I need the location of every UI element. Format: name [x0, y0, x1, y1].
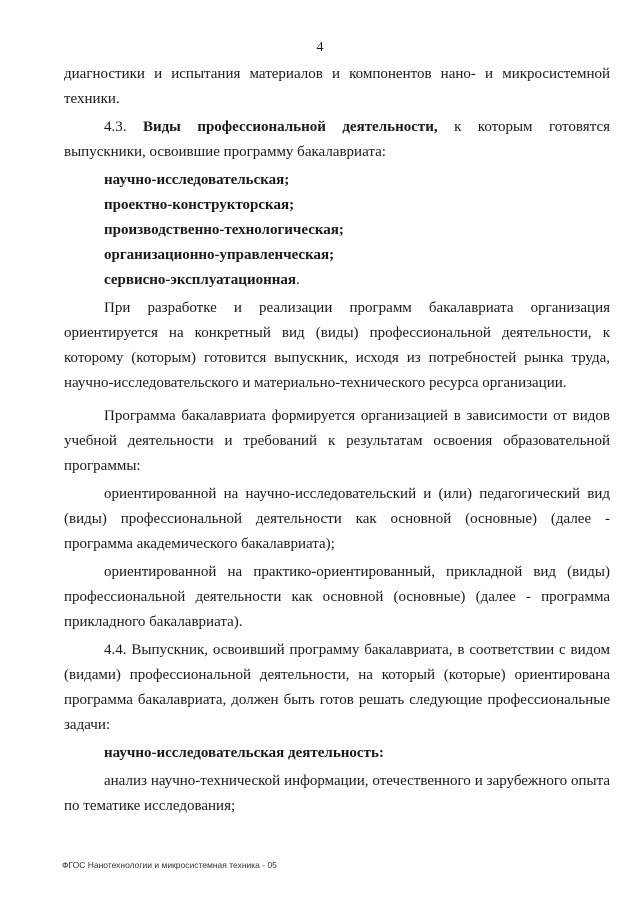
list-item-text: сервисно-эксплуатационная	[104, 272, 296, 288]
paragraph-applied: ориентированной на практико-ориентированный, прикладной вид (виды) профессиональной деятельности как основной (основные) (далее - программа прикладного бакалавриата).	[64, 564, 610, 630]
list-item: научно-исследовательская;	[104, 172, 290, 188]
paragraph-intro: диагностики и испытания материалов и компонентов нано- и микросистемной техники.	[64, 66, 610, 107]
paragraph-4-4: 4.4. Выпускник, освоивший программу бакалавриата, в соответствии с видом (видами) профессиональной деятельности, на который (которые) ориентирована программа бакалавриата, должен быть готов решать следующие профессиональные задачи:	[64, 642, 610, 733]
section-number-4-3: 4.3.	[104, 119, 127, 135]
list-item: организационно-управленческая;	[104, 247, 335, 263]
list-item-last	[64, 268, 610, 293]
activity-types-list	[64, 168, 610, 293]
section-heading-4-3: Виды профессиональной деятельности,	[142, 119, 438, 135]
paragraph-academic: ориентированной на научно-исследовательский и (или) педагогический вид (виды) профессиональной деятельности как основной (основные) (далее - программа академического бакалавриата);	[64, 486, 610, 552]
list-item: производственно-технологическая;	[104, 222, 344, 238]
research-activity-heading: научно-исследовательская деятельность:	[104, 745, 384, 761]
paragraph-development: При разработке и реализации программ бакалавриата организация ориентируется на конкретный вид (виды) профессиональной деятельности, к которому (которым) готовится выпускник, исходя из потребностей рынка труда, научно-исследовательского и материально-технического ресурса организации.	[64, 300, 610, 391]
list-item: проектно-конструкторская;	[104, 197, 295, 213]
paragraph-4-3	[64, 115, 610, 165]
document-body	[64, 62, 610, 819]
page-footer: ФГОС Нанотехнологии и микросистемная техника - 05	[62, 860, 277, 870]
page-number: 4	[316, 40, 324, 55]
section-text-4-3: к которым готовятся выпускники, освоившие программу бакалавриата:	[64, 119, 610, 160]
paragraph-analysis: анализ научно-технической информации, отечественного и зарубежного опыта по тематике исследования;	[64, 773, 610, 814]
list-item-period: .	[296, 272, 300, 288]
paragraph-program: Программа бакалавриата формируется организацией в зависимости от видов учебной деятельности и требований к результатам освоения образовательной программы:	[64, 408, 610, 474]
